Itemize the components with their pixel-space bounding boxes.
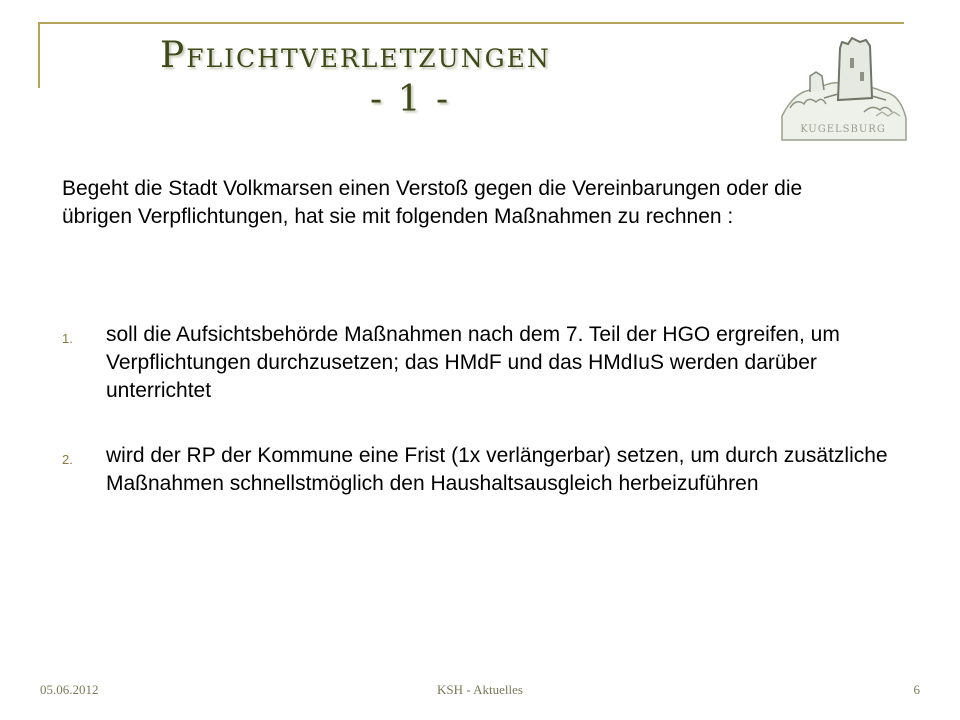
list-item-number: 2.	[62, 452, 73, 467]
kugelsburg-logo	[776, 28, 910, 148]
footer-date: 05.06.2012	[40, 682, 99, 697]
list-item	[62, 321, 892, 405]
consequences-list	[62, 321, 892, 498]
castle-ruin-icon	[776, 28, 910, 148]
slide-frame-top-line	[38, 22, 904, 24]
list-item-text: wird der RP der Kommune eine Frist (1x verlängerbar) setzen, um durch zusätzliche Maßnahmen schnellstmöglich den Haushaltsausgleich herbeizuführen	[106, 444, 888, 495]
intro-paragraph: Begeht die Stadt Volkmarsen einen Verstoß gegen die Vereinbarungen oder die übrigen Verpflichtungen, hat sie mit folgenden Maßnahmen zu rechnen :	[62, 177, 803, 228]
list-item	[62, 442, 892, 498]
list-item-text: soll die Aufsichtsbehörde Maßnahmen nach dem 7. Teil der HGO ergreifen, um Verpflichtungen durchzusetzen; das HMdF und das HMdIuS werden darüber unterrichtet	[106, 323, 840, 402]
footer-page-number: 6	[913, 682, 920, 697]
list-item-number: 1.	[62, 331, 73, 346]
footer-title: KSH - Aktuelles	[437, 682, 523, 697]
slide-title-line2: - 1 -	[370, 79, 451, 120]
slide-title-line1: Pflichtverletzungen	[160, 35, 551, 76]
slide-frame-left-line	[38, 22, 40, 88]
svg-text:KUGELSBURG: KUGELSBURG	[800, 124, 886, 135]
slide-title	[160, 34, 720, 122]
